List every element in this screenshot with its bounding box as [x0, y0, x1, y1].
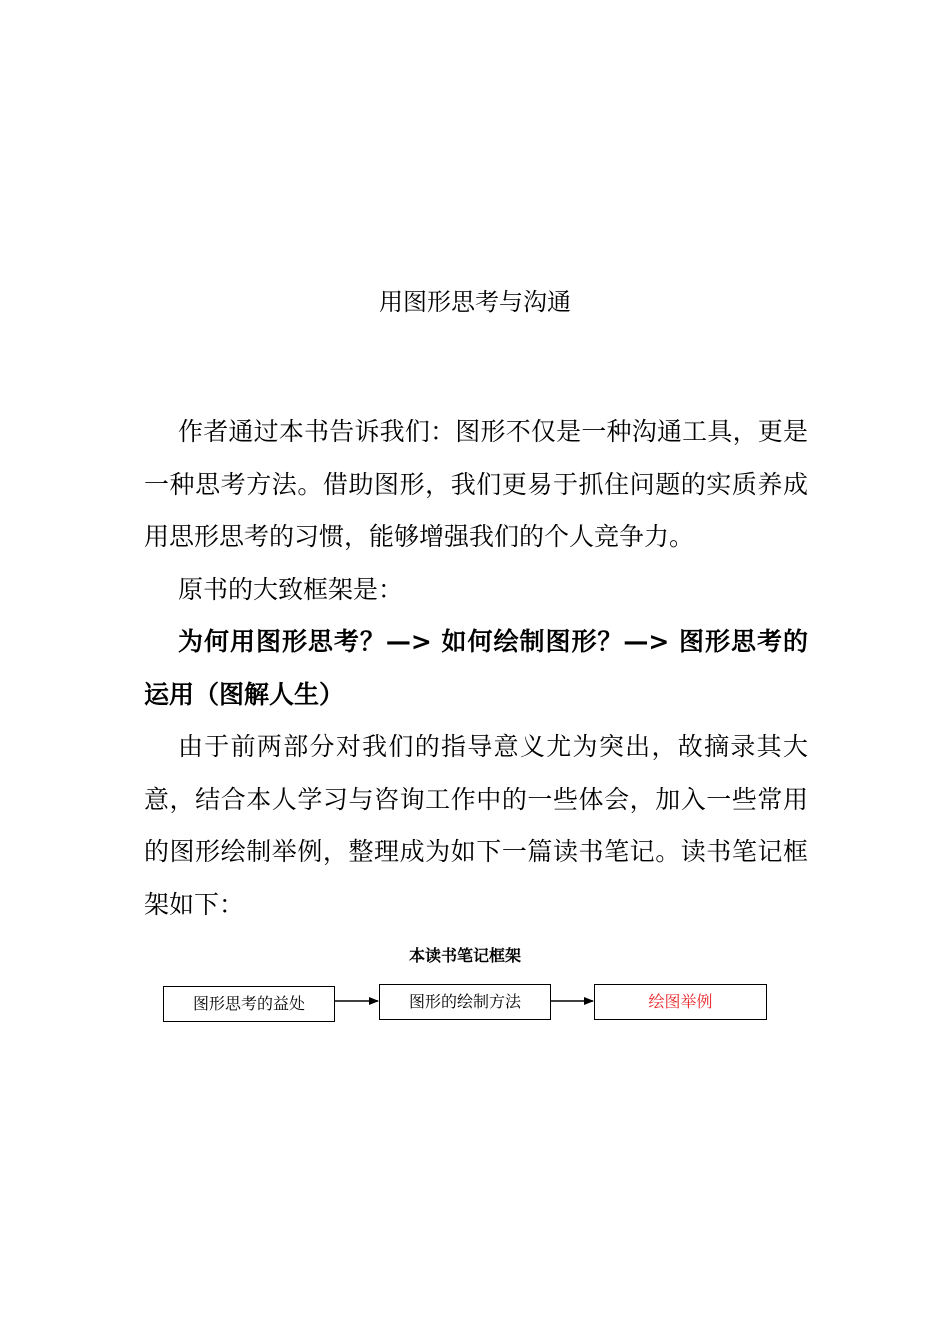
body-text — [144, 406, 808, 931]
intro-paragraph: 作者通过本书告诉我们：图形不仅是一种沟通工具，更是一种思考方法。借助图形，我们更易于抓住问题的实质养成用思形思考的习惯，能够增强我们的个人竞争力。 — [144, 417, 808, 551]
framework-outline-paragraph: 为何用图形思考？—> 如何绘制图形？—> 图形思考的运用（图解人生） — [144, 627, 808, 709]
flow-step-benefits: 图形思考的益处 — [163, 986, 335, 1022]
notes-description-paragraph: 由于前两部分对我们的指导意义尤为突出，故摘录其大意，结合本人学习与咨询工作中的一些体会，加入一些常用的图形绘制举例，整理成为如下一篇读书笔记。读书笔记框架如下： — [144, 732, 808, 919]
diagram-title: 本读书笔记框架 — [408, 946, 521, 965]
flow-step-drawing-examples: 绘图举例 — [594, 984, 767, 1020]
page-title: 用图形思考与沟通 — [379, 288, 571, 316]
framework-intro-paragraph: 原书的大致框架是： — [178, 574, 404, 604]
flow-step-drawing-methods: 图形的绘制方法 — [379, 984, 551, 1020]
